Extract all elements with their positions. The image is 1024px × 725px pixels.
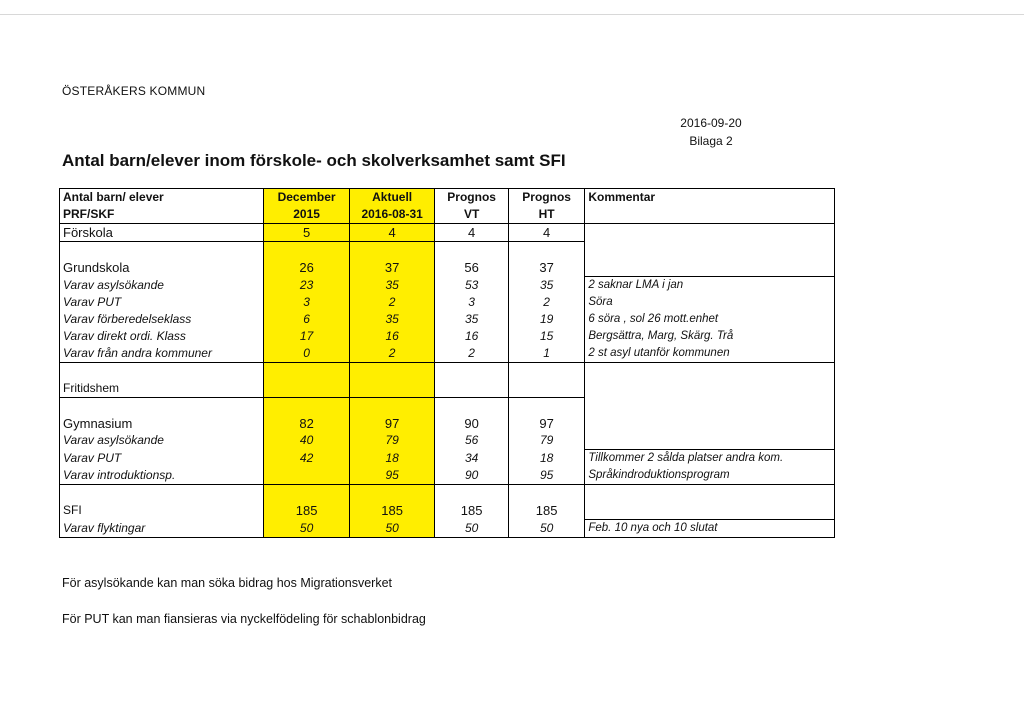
cell-prognos-ht: 37 (508, 259, 584, 277)
cell-prognos-ht: 185 (508, 502, 584, 520)
cell-prognos-ht: 97 (508, 415, 584, 432)
cell-december: 6 (264, 311, 350, 328)
organization-name: ÖSTERÅKERS KOMMUN (62, 84, 206, 98)
row-label: Fritidshem (60, 380, 264, 398)
cell-prognos-vt: 35 (435, 311, 508, 328)
scan-edge-line (0, 14, 1024, 15)
spacer-row (60, 242, 835, 260)
cell-prognos-vt: 4 (435, 224, 508, 242)
header-prognos-ht: Prognos (508, 189, 584, 207)
row-label: Varav asylsökande (60, 432, 264, 450)
cell-comment (585, 502, 835, 520)
cell-december: 50 (264, 520, 350, 538)
cell-december (264, 467, 350, 485)
header-label: Antal barn/ elever (60, 189, 264, 207)
cell-prognos-vt: 50 (435, 520, 508, 538)
table-row (60, 450, 835, 468)
cell-december: 185 (264, 502, 350, 520)
cell-prognos-ht: 35 (508, 277, 584, 295)
cell-prognos-ht: 2 (508, 294, 584, 311)
table-row (60, 432, 835, 450)
cell-aktuell: 2 (349, 345, 435, 363)
row-label: Varav förberedelseklass (60, 311, 264, 328)
cell-prognos-vt (435, 380, 508, 398)
cell-prognos-ht: 15 (508, 328, 584, 345)
cell-aktuell: 4 (349, 224, 435, 242)
cell-december: 82 (264, 415, 350, 432)
table-row (60, 328, 835, 345)
cell-prognos-vt: 34 (435, 450, 508, 468)
cell-december: 23 (264, 277, 350, 295)
row-label: Varav flyktingar (60, 520, 264, 538)
table-row (60, 502, 835, 520)
table-row (60, 259, 835, 277)
row-label: Varav från andra kommuner (60, 345, 264, 363)
table-row (60, 415, 835, 432)
row-label: Varav direkt ordi. Klass (60, 328, 264, 345)
spacer-row (60, 363, 835, 381)
cell-december: 0 (264, 345, 350, 363)
row-label: Varav introduktionsp. (60, 467, 264, 485)
cell-comment: Språkindroduktionsprogram (585, 467, 835, 485)
row-label: Förskola (60, 224, 264, 242)
table-header-row-2 (60, 206, 835, 224)
cell-prognos-vt: 185 (435, 502, 508, 520)
row-label: Grundskola (60, 259, 264, 277)
cell-prognos-vt: 56 (435, 432, 508, 450)
student-count-table (59, 188, 835, 538)
row-label: Varav PUT (60, 450, 264, 468)
cell-aktuell (349, 380, 435, 398)
table-row (60, 345, 835, 363)
cell-prognos-vt: 16 (435, 328, 508, 345)
cell-comment (585, 259, 835, 277)
header-ht: HT (508, 206, 584, 224)
table-row (60, 294, 835, 311)
cell-aktuell: 50 (349, 520, 435, 538)
row-label: Gymnasium (60, 415, 264, 432)
cell-aktuell: 37 (349, 259, 435, 277)
cell-comment: 6 söra , sol 26 mott.enhet (585, 311, 835, 328)
cell-prognos-vt: 90 (435, 467, 508, 485)
cell-prognos-vt: 53 (435, 277, 508, 295)
cell-comment (585, 224, 835, 242)
page-title: Antal barn/elever inom förskole- och skolverksamhet samt SFI (62, 151, 566, 170)
cell-december (264, 380, 350, 398)
cell-december: 5 (264, 224, 350, 242)
cell-aktuell: 95 (349, 467, 435, 485)
cell-comment (585, 380, 835, 398)
cell-prognos-vt: 90 (435, 415, 508, 432)
cell-comment: Söra (585, 294, 835, 311)
spacer-row (60, 398, 835, 416)
cell-comment (585, 415, 835, 432)
header-kommentar: Kommentar (585, 189, 835, 207)
row-label: Varav PUT (60, 294, 264, 311)
table-row (60, 277, 835, 295)
cell-comment: 2 saknar LMA i jan (585, 277, 835, 295)
cell-comment (585, 432, 835, 450)
attachment-label: Bilaga 2 (689, 134, 733, 148)
cell-prognos-ht: 50 (508, 520, 584, 538)
header-aktuell: Aktuell (349, 189, 435, 207)
document-date: 2016-09-20 (680, 116, 742, 130)
spacer-row (60, 485, 835, 503)
cell-comment: Bergsättra, Marg, Skärg. Trå (585, 328, 835, 345)
cell-aktuell: 2 (349, 294, 435, 311)
cell-aktuell: 97 (349, 415, 435, 432)
table-row (60, 467, 835, 485)
cell-prognos-ht (508, 380, 584, 398)
cell-prognos-vt: 2 (435, 345, 508, 363)
cell-aktuell: 35 (349, 277, 435, 295)
row-label: Varav asylsökande (60, 277, 264, 295)
cell-comment: Tillkommer 2 sålda platser andra kom. (585, 450, 835, 468)
cell-december: 3 (264, 294, 350, 311)
header-label-sub: PRF/SKF (60, 206, 264, 224)
cell-aktuell: 79 (349, 432, 435, 450)
cell-prognos-vt: 3 (435, 294, 508, 311)
cell-aktuell: 16 (349, 328, 435, 345)
cell-comment: Feb. 10 nya och 10 slutat (585, 520, 835, 538)
cell-december: 42 (264, 450, 350, 468)
header-comment-blank (585, 206, 835, 224)
cell-prognos-ht: 79 (508, 432, 584, 450)
cell-comment: 2 st asyl utanför kommunen (585, 345, 835, 363)
header-prognos-vt: Prognos (435, 189, 508, 207)
table-row (60, 520, 835, 538)
header-vt: VT (435, 206, 508, 224)
cell-aktuell: 35 (349, 311, 435, 328)
header-december-year: 2015 (264, 206, 350, 224)
table-row (60, 224, 835, 242)
cell-prognos-ht: 95 (508, 467, 584, 485)
header-aktuell-date: 2016-08-31 (349, 206, 435, 224)
table-row (60, 311, 835, 328)
cell-prognos-ht: 18 (508, 450, 584, 468)
row-label: SFI (60, 502, 264, 520)
cell-aktuell: 185 (349, 502, 435, 520)
cell-prognos-vt: 56 (435, 259, 508, 277)
cell-prognos-ht: 1 (508, 345, 584, 363)
header-december: December (264, 189, 350, 207)
cell-prognos-ht: 4 (508, 224, 584, 242)
cell-december: 40 (264, 432, 350, 450)
cell-prognos-ht: 19 (508, 311, 584, 328)
cell-aktuell: 18 (349, 450, 435, 468)
table-row (60, 380, 835, 398)
footnote-put: För PUT kan man fiansieras via nyckelfödeling för schablonbidrag (62, 612, 426, 626)
cell-december: 17 (264, 328, 350, 345)
cell-december: 26 (264, 259, 350, 277)
footnote-asylum: För asylsökande kan man söka bidrag hos Migrationsverket (62, 576, 393, 590)
table-header-row (60, 189, 835, 207)
